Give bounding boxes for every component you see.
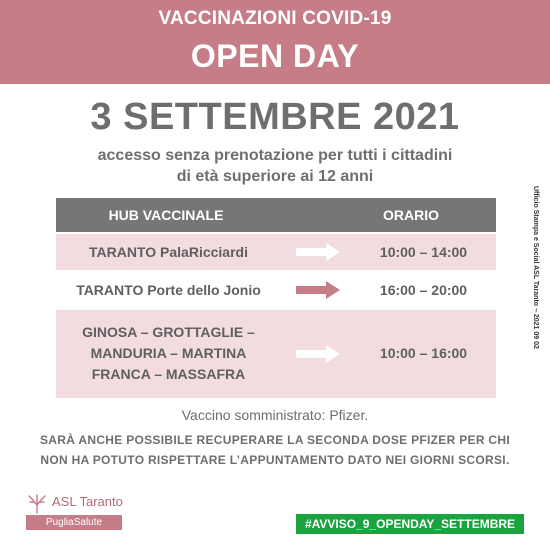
- hub-line: FRANCA – MASSAFRA: [91, 366, 246, 382]
- table-row: [56, 310, 496, 398]
- time-slot: 10:00 – 14:00: [379, 244, 468, 260]
- hub-line: GINOSA – GROTTAGLIE –: [82, 324, 255, 340]
- subtitle-line-1: accesso senza prenotazione per tutti i cittadini: [97, 147, 453, 164]
- hub-line: TARANTO Porte dello Jonio: [76, 282, 261, 298]
- time-slot: 16:00 – 20:00: [379, 282, 468, 298]
- notice-line-2: NON HA POTUTO RISPETTARE L’APPUNTAMENTO DATO NEI GIORNI SCORSI.: [40, 453, 510, 467]
- logo-subname: PugliaSalute: [26, 515, 122, 530]
- table-row: [56, 272, 496, 308]
- arrow-right-icon: [296, 281, 340, 299]
- notice-line-1: SARÀ ANCHE POSSIBILE RECUPERARE LA SECONDA DOSE PFIZER PER CHI: [40, 433, 510, 447]
- header-hub: HUB VACCINALE: [108, 207, 224, 223]
- event-date: 3 SETTEMBRE 2021: [90, 96, 460, 138]
- hub-line: MANDURIA – MARTINA: [90, 345, 247, 361]
- notice: [20, 430, 530, 470]
- asl-logo: [26, 492, 126, 532]
- side-caption: 02 09 2021 – Ufficio Stampa e Social ASL Taranto: [532, 186, 539, 349]
- hub-name: [56, 282, 281, 298]
- logo-name: ASL Taranto: [52, 494, 123, 509]
- hashtag-badge: #AVVISO_9_OPENDAY_SETTEMBRE: [296, 514, 524, 534]
- header-supertitle: VACCINAZIONI COVID-19: [158, 8, 392, 29]
- subtitle-line-2: di età superiore ai 12 anni: [176, 168, 374, 185]
- arrow-right-icon: [296, 345, 340, 363]
- table-row: [56, 234, 496, 270]
- hub-name: [56, 244, 281, 260]
- vaccine-info: Vaccino somministrato: Pfizer.: [181, 407, 369, 423]
- header-banner: [0, 0, 550, 84]
- tree-icon: [26, 492, 48, 514]
- header-time: ORARIO: [383, 207, 439, 223]
- subtitle: [0, 145, 550, 187]
- header-title: OPEN DAY: [190, 38, 360, 74]
- time-slot: 10:00 – 16:00: [379, 345, 468, 361]
- table-header: [56, 198, 496, 232]
- arrow-right-icon: [296, 243, 340, 261]
- hub-name: [56, 322, 281, 385]
- hub-line: TARANTO PalaRicciardi: [89, 244, 248, 260]
